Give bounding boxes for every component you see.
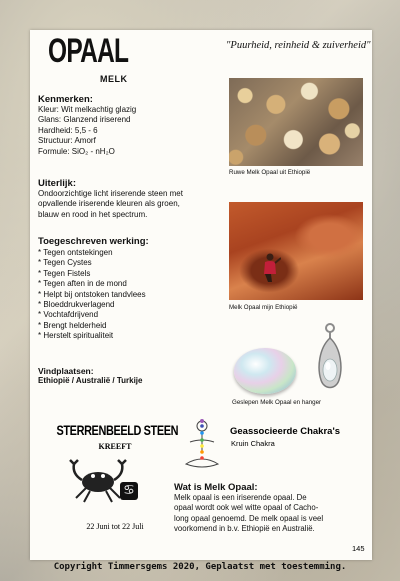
wat-is-line: opaal wordt ook wel witte opaal of Cacho-: [174, 503, 319, 513]
kenmerken-line: Kleur: Wit melkachtig glazig: [38, 105, 137, 114]
kenmerken-line: Hardheid: 5,5 - 6: [38, 125, 98, 135]
photo-caption: Geslepen Melk Opaal en hanger: [232, 399, 322, 406]
list-item: * Bloeddrukverlagend: [38, 300, 115, 310]
kenmerken-line: Formule: SiO₂ - nH₂O: [38, 146, 115, 156]
list-item: * Tegen aften in de mond: [38, 279, 127, 289]
rough-opal-photo: [229, 78, 363, 166]
list-item: * Tegen Cystes: [38, 258, 92, 268]
kenmerken-heading: Kenmerken:: [38, 94, 93, 105]
meditation-figure-icon: [176, 418, 228, 478]
zodiac-sign-name: KREEFT: [98, 442, 132, 451]
vindplaatsen-heading: Vindplaatsen:: [38, 366, 94, 376]
page-title: OPAAL: [48, 32, 129, 70]
list-item: * Vochtafdrijvend: [38, 310, 99, 320]
cut-opal-cabochon: [234, 348, 296, 394]
chakra-heading: Geassocieerde Chakra's: [230, 426, 340, 437]
chakra-name: Kruin Chakra: [231, 439, 275, 448]
vindplaatsen-text: Ethiopië / Australië / Turkije: [38, 376, 143, 385]
list-item: * Helpt bij ontstoken tandvlees: [38, 289, 146, 299]
photo-caption: Ruwe Melk Opaal uit Ethiopië: [229, 169, 311, 176]
list-item: * Tegen Fistels: [38, 268, 91, 278]
page-sheet: [30, 30, 372, 560]
sterrenbeeld-section: [40, 422, 190, 451]
list-item: * Brengt helderheid: [38, 320, 107, 330]
uiterlijk-heading: Uiterlijk:: [38, 178, 77, 189]
zodiac-dates: 22 Juni tot 22 Juli: [86, 522, 144, 531]
kenmerken-section: [38, 94, 228, 157]
werking-heading: Toegeschreven werking:: [38, 236, 149, 247]
photo-caption: Melk Opaal mijn Ethiopië: [229, 304, 298, 311]
kenmerken-line: Structuur: Amorf: [38, 136, 96, 146]
kenmerken-line: Glans: Glanzend iriserend: [38, 115, 131, 125]
miner-figure-icon: [259, 252, 281, 282]
wat-is-line: Melk opaal is een iriserende opaal. De: [174, 493, 307, 502]
mine-photo: [229, 202, 363, 300]
uiterlijk-line: blauw en rood in het spectrum.: [38, 209, 148, 219]
uiterlijk-line: Ondoorzichtige licht iriserende steen met: [38, 189, 183, 198]
uiterlijk-section: [38, 178, 228, 220]
copyright-notice: Copyright Timmersgems 2020, Geplaatst met toestemming.: [53, 562, 347, 572]
wat-is-line: long opaal genoemd. De melk opaal is veel: [174, 513, 324, 523]
wat-is-section: [174, 482, 370, 535]
page-number: 145: [352, 544, 365, 553]
sterrenbeeld-heading: STERRENBEELD STEEN: [56, 422, 179, 438]
crab-icon: [68, 458, 128, 506]
wat-is-heading: Wat is Melk Opaal:: [174, 482, 258, 493]
page-subtitle: MELK: [100, 74, 128, 84]
wat-is-line: voorkomend in b.v. Ethiopië en Australië.: [174, 524, 315, 534]
cancer-symbol-icon: ♋: [120, 482, 138, 500]
tagline: "Puurheid, reinheid & zuiverheid": [226, 40, 371, 51]
uiterlijk-line: opvallende iriserende kleuren als groen,: [38, 199, 180, 209]
werking-section: [38, 236, 228, 342]
list-item: * Herstelt spiritualiteit: [38, 331, 114, 341]
list-item: * Tegen ontstekingen: [38, 248, 113, 257]
vindplaatsen-section: [38, 366, 228, 386]
pendant-icon: [315, 322, 345, 396]
